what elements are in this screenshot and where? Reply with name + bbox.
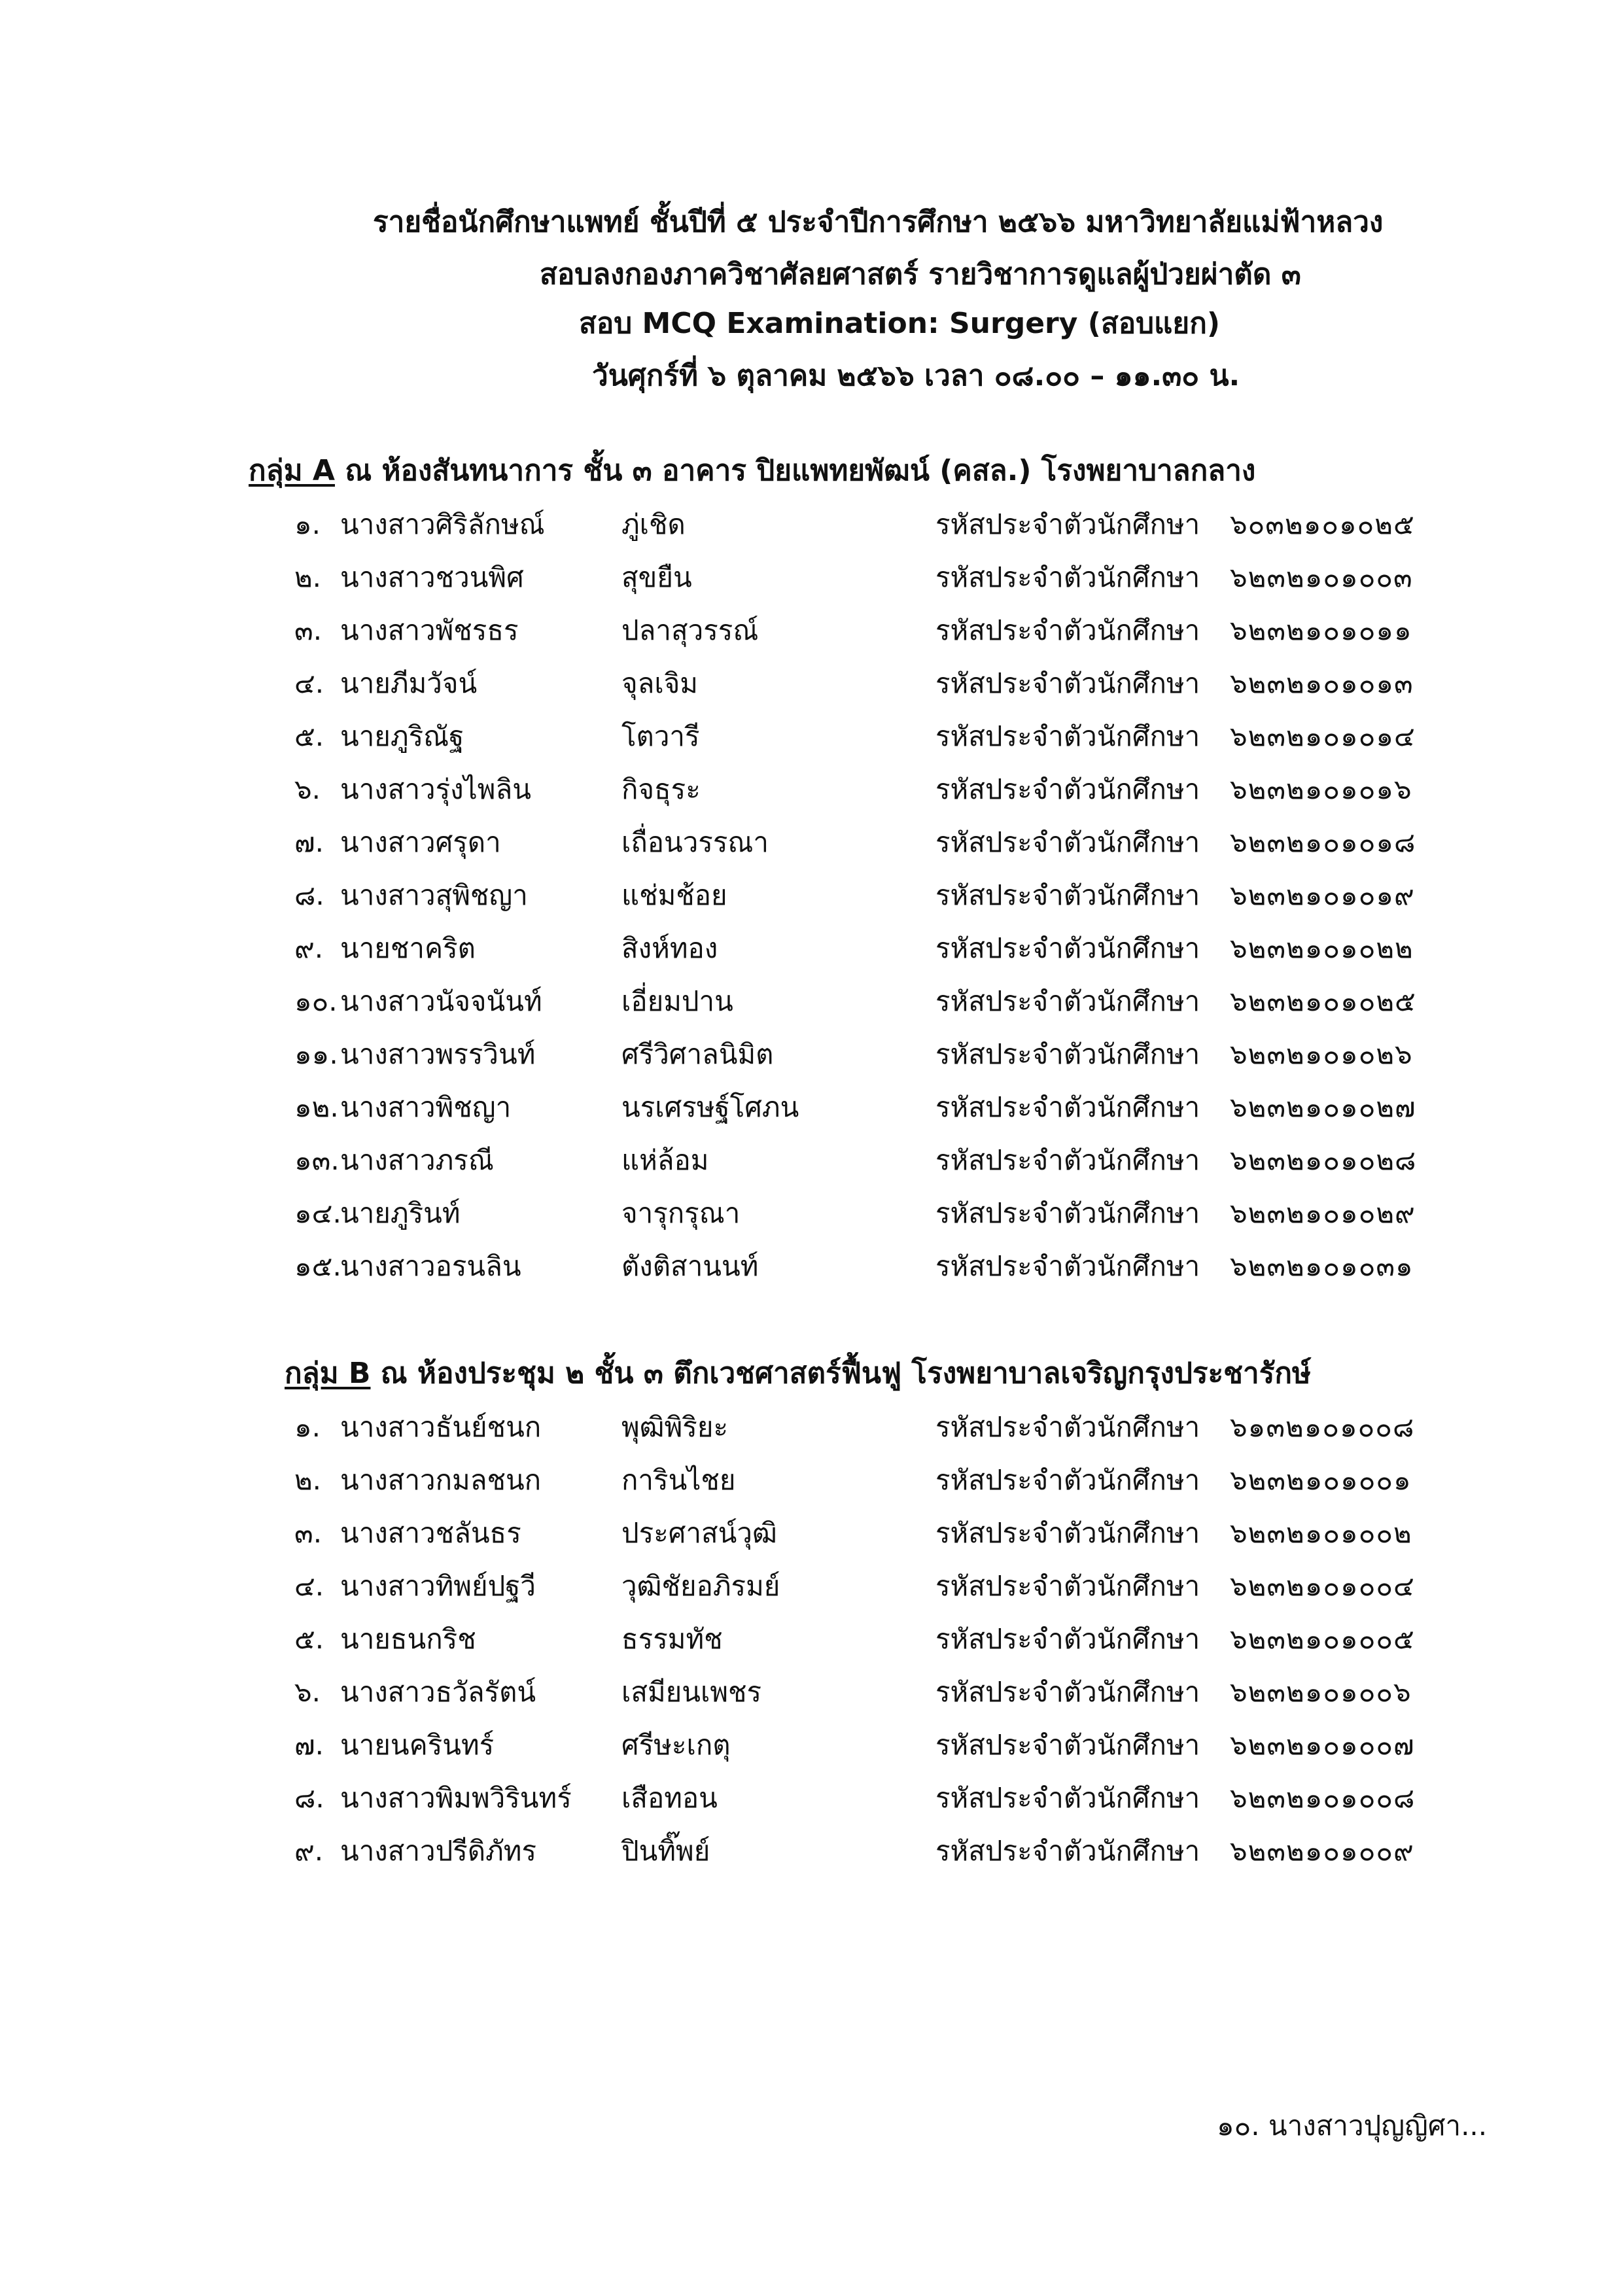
student-id: ๖๒๓๒๑๐๑๐๐๙ bbox=[1230, 1835, 1414, 1867]
student-id-label: รหัสประจำตัวนักศึกษา bbox=[935, 614, 1200, 646]
student-first-name: นายภูรินท์ bbox=[340, 1197, 461, 1229]
student-id-label: รหัสประจำตัวนักศึกษา bbox=[935, 1782, 1200, 1814]
student-last-name: ตังติสานนท์ bbox=[621, 1250, 759, 1282]
student-id: ๖๒๓๒๑๐๑๐๐๗ bbox=[1230, 1729, 1415, 1761]
student-id-label: รหัสประจำตัวนักศึกษา bbox=[935, 1411, 1200, 1443]
student-row bbox=[0, 1141, 1623, 1180]
student-number: ๘. bbox=[294, 1782, 324, 1814]
student-row bbox=[0, 1567, 1623, 1606]
student-first-name: นางสาวศรุดา bbox=[340, 826, 501, 858]
student-row bbox=[0, 1673, 1623, 1712]
student-first-name: นางสาวชลันธร bbox=[340, 1517, 521, 1549]
group-b-label: กลุ่ม B bbox=[285, 1357, 371, 1390]
student-id-label: รหัสประจำตัวนักศึกษา bbox=[935, 1038, 1200, 1070]
student-id: ๖๒๓๒๑๐๑๐๒๒ bbox=[1230, 932, 1414, 964]
student-id: ๖๒๓๒๑๐๑๐๒๗ bbox=[1230, 1091, 1416, 1123]
student-row bbox=[0, 929, 1623, 968]
student-id-label: รหัสประจำตัวนักศึกษา bbox=[935, 1729, 1200, 1761]
student-last-name: จารุกรุณา bbox=[621, 1197, 741, 1229]
student-id: ๖๒๓๒๑๐๑๐๐๒ bbox=[1230, 1517, 1412, 1549]
student-last-name: พุฒิพิริยะ bbox=[621, 1411, 729, 1443]
student-first-name: นายชาคริต bbox=[340, 932, 476, 964]
group-a-heading bbox=[249, 451, 1255, 491]
student-row bbox=[0, 770, 1623, 809]
student-id-label: รหัสประจำตัวนักศึกษา bbox=[935, 1144, 1200, 1176]
student-last-name: เสือทอน bbox=[621, 1782, 718, 1814]
student-id: ๖๒๓๒๑๐๑๐๐๘ bbox=[1230, 1782, 1416, 1814]
title-line-1: รายชื่อนักศึกษาแพทย์ ชั้นปีที่ ๕ ประจำปีการศึกษา ๒๕๖๖ มหาวิทยาลัยแม่ฟ้าหลวง bbox=[373, 205, 1384, 239]
student-number: ๓. bbox=[294, 1517, 323, 1549]
student-row bbox=[0, 1408, 1623, 1447]
student-row bbox=[0, 876, 1623, 915]
student-id-label: รหัสประจำตัวนักศึกษา bbox=[935, 561, 1200, 593]
student-number: ๖. bbox=[294, 773, 321, 805]
student-number: ๔. bbox=[294, 1570, 324, 1602]
student-row bbox=[0, 1620, 1623, 1659]
student-number: ๑๕. bbox=[294, 1250, 341, 1282]
student-first-name: นางสาวนัจจนันท์ bbox=[340, 985, 542, 1017]
student-first-name: นางสาวภรณี bbox=[340, 1144, 494, 1176]
group-b-heading bbox=[285, 1354, 1311, 1393]
student-last-name: เถื่อนวรรณา bbox=[621, 826, 769, 858]
student-last-name: กิจธุระ bbox=[621, 773, 701, 805]
student-first-name: นายนครินทร์ bbox=[340, 1729, 495, 1761]
student-last-name: แห่ล้อม bbox=[621, 1144, 709, 1176]
student-last-name: ธรรมทัช bbox=[621, 1623, 723, 1655]
student-id-label: รหัสประจำตัวนักศึกษา bbox=[935, 667, 1200, 699]
student-last-name: นรเศรษฐ์โศภน bbox=[621, 1091, 799, 1123]
student-number: ๗. bbox=[294, 826, 324, 858]
student-number: ๑๔. bbox=[294, 1197, 341, 1229]
student-row bbox=[0, 1514, 1623, 1553]
student-id: ๖๒๓๒๑๐๑๐๒๖ bbox=[1230, 1038, 1413, 1070]
student-row bbox=[0, 1035, 1623, 1074]
student-row bbox=[0, 1194, 1623, 1233]
student-first-name: นางสาวกมลชนก bbox=[340, 1464, 542, 1496]
student-last-name: สิงห์ทอง bbox=[621, 932, 718, 964]
student-first-name: นางสาวพิมพวิรินทร์ bbox=[340, 1782, 572, 1814]
student-row bbox=[0, 1088, 1623, 1127]
student-last-name: เสมียนเพชร bbox=[621, 1676, 762, 1708]
student-last-name: แช่มช้อย bbox=[621, 879, 727, 911]
student-first-name: นางสาวทิพย์ปฐวี bbox=[340, 1570, 536, 1602]
student-row bbox=[0, 1779, 1623, 1818]
student-id: ๖๐๓๒๑๐๑๐๒๕ bbox=[1230, 508, 1415, 540]
student-id: ๖๒๓๒๑๐๑๐๑๑ bbox=[1230, 614, 1412, 646]
student-id-label: รหัสประจำตัวนักศึกษา bbox=[935, 773, 1200, 805]
student-id: ๖๒๓๒๑๐๑๐๑๓ bbox=[1230, 667, 1414, 699]
student-id-label: รหัสประจำตัวนักศึกษา bbox=[935, 879, 1200, 911]
student-id-label: รหัสประจำตัวนักศึกษา bbox=[935, 1250, 1200, 1282]
continuation-note: ๑๐. นางสาวปุญญิศา... bbox=[1217, 2110, 1488, 2142]
student-first-name: นางสาวชวนพิศ bbox=[340, 561, 524, 593]
student-row bbox=[0, 1247, 1623, 1286]
student-id: ๖๒๓๒๑๐๑๐๑๔ bbox=[1230, 720, 1416, 752]
student-last-name: ปลาสุวรรณ์ bbox=[621, 614, 759, 646]
student-id: ๖๒๓๒๑๐๑๐๐๖ bbox=[1230, 1676, 1412, 1708]
student-number: ๗. bbox=[294, 1729, 324, 1761]
student-id-label: รหัสประจำตัวนักศึกษา bbox=[935, 508, 1200, 540]
student-id: ๖๒๓๒๑๐๑๐๒๙ bbox=[1230, 1197, 1416, 1229]
student-last-name: วุฒิชัยอภิรมย์ bbox=[621, 1570, 780, 1602]
student-number: ๒. bbox=[294, 1464, 322, 1496]
student-id-label: รหัสประจำตัวนักศึกษา bbox=[935, 1570, 1200, 1602]
student-last-name: เอี่ยมปาน bbox=[621, 985, 733, 1017]
student-id: ๖๒๓๒๑๐๑๐๐๕ bbox=[1230, 1623, 1415, 1655]
student-last-name: ศรีษะเกตุ bbox=[621, 1729, 731, 1761]
title-line-2: สอบลงกองภาควิชาศัลยศาสตร์ รายวิชาการดูแลผู้ป่วยผ่าตัด ๓ bbox=[540, 258, 1301, 291]
student-number: ๕. bbox=[294, 720, 324, 752]
student-number: ๘. bbox=[294, 879, 324, 911]
student-id: ๖๒๓๒๑๐๑๐๐๔ bbox=[1230, 1570, 1415, 1602]
student-row bbox=[0, 717, 1623, 756]
student-id: ๖๒๓๒๑๐๑๐๑๘ bbox=[1230, 826, 1416, 858]
student-number: ๔. bbox=[294, 667, 324, 699]
student-row bbox=[0, 1726, 1623, 1765]
student-number: ๖. bbox=[294, 1676, 321, 1708]
student-first-name: นางสาวธันย์ชนก bbox=[340, 1411, 542, 1443]
group-a-location: ณ ห้องสันทนาการ ชั้น ๓ อาคาร ปิยแพทยพัฒน์ (คสล.) โรงพยาบาลกลาง bbox=[345, 454, 1256, 487]
student-id-label: รหัสประจำตัวนักศึกษา bbox=[935, 720, 1200, 752]
student-id: ๖๒๓๒๑๐๑๐๒๕ bbox=[1230, 985, 1416, 1017]
student-last-name: โตวารี bbox=[621, 720, 700, 752]
student-id: ๖๒๓๒๑๐๑๐๑๖ bbox=[1230, 773, 1412, 805]
student-id-label: รหัสประจำตัวนักศึกษา bbox=[935, 1464, 1200, 1496]
student-first-name: นางสาวรุ่งไพลิน bbox=[340, 773, 531, 805]
student-first-name: นางสาวธวัลรัตน์ bbox=[340, 1676, 536, 1708]
student-first-name: นางสาวพัชรธร bbox=[340, 614, 519, 646]
student-id-label: รหัสประจำตัวนักศึกษา bbox=[935, 1623, 1200, 1655]
student-id-label: รหัสประจำตัวนักศึกษา bbox=[935, 985, 1200, 1017]
student-id: ๖๒๓๒๑๐๑๐๑๙ bbox=[1230, 879, 1415, 911]
student-id: ๖๑๓๒๑๐๑๐๐๘ bbox=[1230, 1411, 1415, 1443]
student-id-label: รหัสประจำตัวนักศึกษา bbox=[935, 932, 1200, 964]
student-row bbox=[0, 982, 1623, 1021]
group-b-location: ณ ห้องประชุม ๒ ชั้น ๓ ตึกเวชศาสตร์ฟื้นฟู โรงพยาบาลเจริญกรุงประชารักษ์ bbox=[380, 1357, 1312, 1390]
student-id-label: รหัสประจำตัวนักศึกษา bbox=[935, 1197, 1200, 1229]
student-number: ๙. bbox=[294, 932, 324, 964]
student-first-name: นางสาวสุพิชญา bbox=[340, 879, 528, 911]
student-last-name: การินไชย bbox=[621, 1464, 736, 1496]
student-number: ๕. bbox=[294, 1623, 324, 1655]
student-number: ๑. bbox=[294, 1411, 321, 1443]
student-number: ๑๓. bbox=[294, 1144, 340, 1176]
student-last-name: ประศาสน์วุฒิ bbox=[621, 1517, 777, 1549]
student-number: ๑. bbox=[294, 508, 321, 540]
student-first-name: นายภูริณัฐ bbox=[340, 720, 464, 752]
student-number: ๑๑. bbox=[294, 1038, 338, 1070]
student-id-label: รหัสประจำตัวนักศึกษา bbox=[935, 1517, 1200, 1549]
student-id: ๖๒๓๒๑๐๑๐๐๑ bbox=[1230, 1464, 1412, 1496]
student-number: ๙. bbox=[294, 1835, 324, 1867]
student-id-label: รหัสประจำตัวนักศึกษา bbox=[935, 1091, 1200, 1123]
student-row bbox=[0, 823, 1623, 862]
student-number: ๓. bbox=[294, 614, 323, 646]
student-id: ๖๒๓๒๑๐๑๐๐๓ bbox=[1230, 561, 1413, 593]
student-last-name: ศรีวิศาลนิมิต bbox=[621, 1038, 774, 1070]
student-first-name: นางสาวพรรวินท์ bbox=[340, 1038, 536, 1070]
student-row bbox=[0, 558, 1623, 597]
student-row bbox=[0, 1461, 1623, 1500]
student-number: ๑๐. bbox=[294, 985, 338, 1017]
student-id: ๖๒๓๒๑๐๑๐๓๑ bbox=[1230, 1250, 1414, 1282]
group-a-label: กลุ่ม A bbox=[249, 454, 335, 487]
student-last-name: ปินทิ๊พย์ bbox=[621, 1835, 710, 1867]
student-first-name: นางสาวปรีดิภัทร bbox=[340, 1835, 537, 1867]
student-last-name: จุลเจิม bbox=[621, 667, 698, 699]
title-line-4: วันศุกร์ที่ ๖ ตุลาคม ๒๕๖๖ เวลา ๐๘.๐๐ – ๑๑.๓๐ น. bbox=[592, 359, 1240, 392]
student-last-name: ภู่เชิด bbox=[621, 508, 686, 540]
student-id-label: รหัสประจำตัวนักศึกษา bbox=[935, 1835, 1200, 1867]
student-first-name: นางสาวพิชญา bbox=[340, 1091, 512, 1123]
student-row bbox=[0, 505, 1623, 544]
student-first-name: นายธนกริช bbox=[340, 1623, 476, 1655]
student-row bbox=[0, 1832, 1623, 1871]
student-first-name: นางสาวอรนลิน bbox=[340, 1250, 521, 1282]
student-row bbox=[0, 664, 1623, 703]
student-id: ๖๒๓๒๑๐๑๐๒๘ bbox=[1230, 1144, 1417, 1176]
student-id-label: รหัสประจำตัวนักศึกษา bbox=[935, 1676, 1200, 1708]
student-last-name: สุขยืน bbox=[621, 561, 692, 593]
title-line-3: สอบ MCQ Examination: Surgery (สอบแยก) bbox=[579, 307, 1220, 340]
student-number: ๒. bbox=[294, 561, 322, 593]
student-row bbox=[0, 611, 1623, 650]
student-first-name: นายภีมวัจน์ bbox=[340, 667, 478, 699]
student-number: ๑๒. bbox=[294, 1091, 339, 1123]
student-first-name: นางสาวศิริลักษณ์ bbox=[340, 508, 545, 540]
student-id-label: รหัสประจำตัวนักศึกษา bbox=[935, 826, 1200, 858]
